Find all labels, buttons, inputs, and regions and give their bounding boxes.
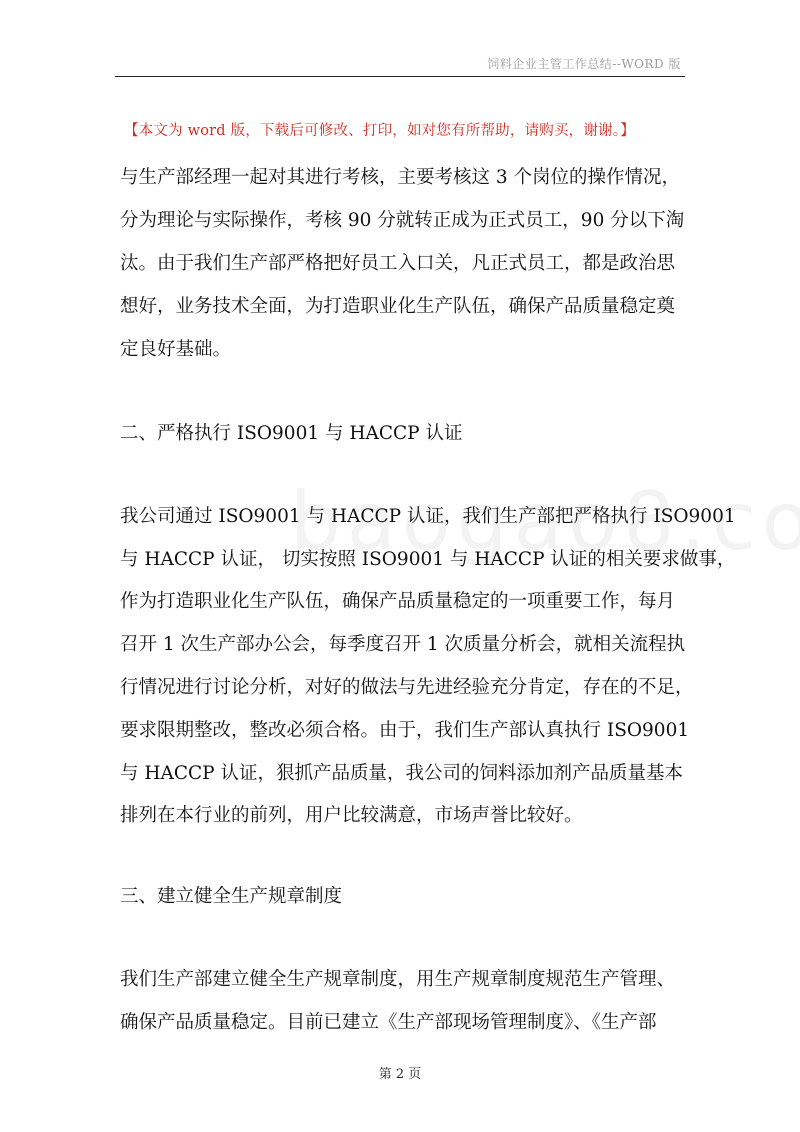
body-text-line: 定良好基础。 [120,339,232,360]
body-text-line: 想好，业务技术全面，为打造职业化生产队伍，确保产品质量稳定奠 [120,296,676,317]
body-text-line: 与 HACCP 认证， 切实按照 ISO9001 与 HACCP 认证的相关要求做事， [120,549,736,570]
body-text-line: 排列在本行业的前列，用户比较满意，市场声誉比较好。 [120,805,583,826]
body-text-line: 我们生产部建立健全生产规章制度，用生产规章制度规范生产管理、 [120,969,676,990]
body-text-line: 作为打造职业化生产队伍，确保产品质量稳定的一项重要工作，每月 [120,591,676,612]
page-number: 第 2 页 [378,1067,422,1082]
body-text-line: 与 HACCP 认证，狠抓产品质量，我公司的饲料添加剂产品质量基本 [120,763,684,784]
body-text-line: 分为理论与实际操作，考核 90 分就转正成为正式员工，90 分以下淘 [120,210,685,231]
body-text-line: 确保产品质量稳定。目前已建立《生产部现场管理制度》、《生产部 [120,1012,657,1033]
download-notice: 【本文为 word 版，下载后可修改、打印，如对您有所帮助，请购买，谢谢。】 [124,123,635,139]
body-text-line: 行情况进行讨论分析，对好的做法与先进经验充分肯定，存在的不足， [120,677,694,698]
body-text-line: 要求限期整改，整改必须合格。由于，我们生产部认真执行 ISO9001 [120,720,690,741]
section-heading: 三、建立健全生产规章制度 [120,886,343,907]
page-header [115,52,685,77]
document-title-header: 饲料企业主管工作总结--WORD 版 [487,57,681,71]
body-text-line: 召开 1 次生产部办公会，每季度召开 1 次质量分析会，就相关流程执 [120,634,686,655]
section-heading: 二、严格执行 ISO9001 与 HACCP 认证 [120,423,463,444]
body-text-line: 汰。由于我们生产部严格把好员工入口关，凡正式员工，都是政治思 [120,253,676,274]
body-text-line: 与生产部经理一起对其进行考核，主要考核这 3 个岗位的操作情况， [120,167,681,188]
body-text-line: 我公司通过 ISO9001 与 HACCP 认证，我们生产部把严格执行 ISO9001 [120,506,736,527]
